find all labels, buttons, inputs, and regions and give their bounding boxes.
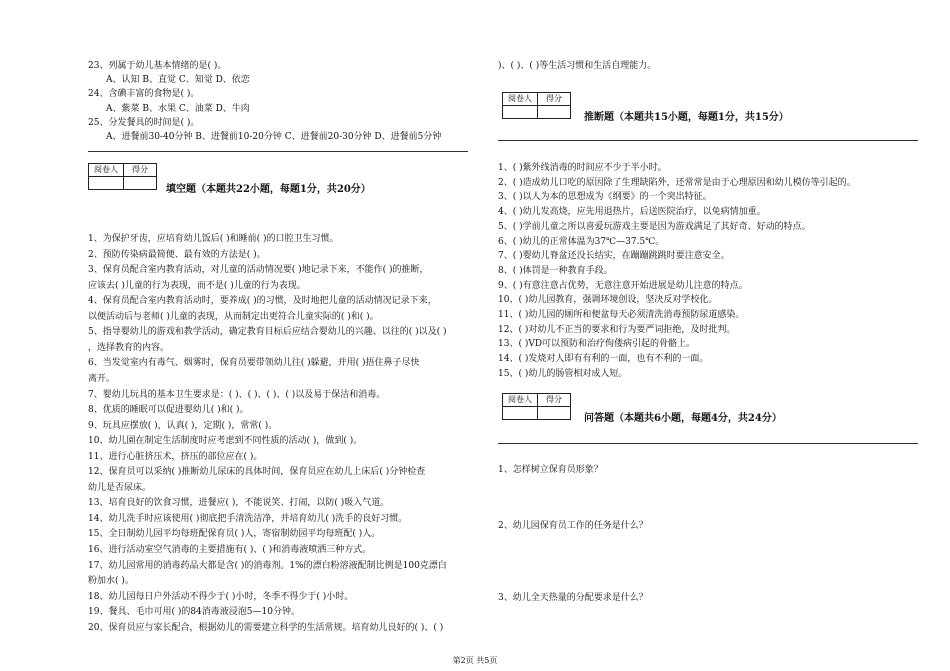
- question-line: 25、分发餐具的时间是( )。: [88, 117, 200, 128]
- judge-question-line: 9、( )有意注意占优势，无意注意开始进展是幼儿注意的特点。: [498, 280, 748, 291]
- score-cell: [538, 106, 570, 118]
- judge-question-line: 7、( )婴幼儿脊盆还没长结实，在蹦蹦跳跳时要注意安全。: [498, 251, 730, 262]
- fill-question-line: 14、幼儿洗手时应该使用( )彻底把手清洗洁净，并培育幼儿( )洗手的良好习惯。: [88, 513, 408, 524]
- question-line: A、认知 B、直觉 C、知觉 D、依恋: [106, 75, 250, 86]
- fill-question-line: 16、进行活动室空气消毒的主要措施有( )、( )和消毒液喷洒三种方式。: [88, 545, 372, 555]
- score-label: 得分: [546, 94, 562, 103]
- judge-question-line: 2、( )造成幼儿口吃的原因除了生理缺陷外，还常常是由于心理原因和幼儿模仿等引起的。: [498, 177, 856, 188]
- fill-question-line: 18、幼儿园每日户外活动不得少于( )小时，冬季不得少于( )小时。: [88, 591, 354, 602]
- question-line: A、紫菜 B、水果 C、油菜 D、牛肉: [106, 103, 250, 114]
- judge-question-line: 13、( )VD可以预防和治疗佝偻病引起的骨骼上。: [498, 339, 696, 350]
- judge-question-line: 12、( )对幼儿不正当的要求和行为要严词拒绝，及时批判。: [498, 324, 736, 335]
- qa-question-line: 1、怎样树立保育员形象？: [498, 465, 603, 475]
- judge-question-line: 5、( )学前儿童之所以喜爱玩游戏主要是因为游戏满足了其好奇、好动的特点。: [498, 221, 811, 232]
- fill-question-line: 4、保育员配合室内教育活动时，要养成( )的习惯，及时地把儿童的活动情况记录下来，: [88, 296, 437, 307]
- score-label: 得分: [132, 165, 148, 174]
- judge-section-title: 推断题（本题共15小题，每题1分，共15分）: [584, 112, 789, 123]
- question-line: A、进餐前30-40分钟 B、进餐前10-20分钟 C、进餐前20-30分钟 D、进餐前5分钟: [106, 132, 442, 142]
- fill-question-line: 10、幼儿園在制定生活制度时应考虑到不同性质的活动( )，做到( )。: [88, 436, 363, 447]
- fill-question-line: 5、指导婴幼儿的游戏和教学活动，确定教育目标后应结合婴幼儿的兴趣、以往的( )以及( ): [88, 327, 447, 338]
- fill-question-line: 应该去( )儿童的行为表现，而不是( )儿童的行为表现。: [88, 280, 306, 291]
- judge-question-line: 4、( )幼儿发高烧，应先用退热片，后送医院治疗，以免病情加重。: [498, 207, 766, 218]
- fill-question-line: 11、进行心脏挤压术，挤压的部位应在( )。: [88, 451, 263, 462]
- judge-question-line: 1、( )紫外线消毒的时间应不少于半小时。: [498, 163, 667, 173]
- qa-section-title: 问答题（本题共6小题，每题4分，共24分）: [584, 413, 782, 424]
- fill-question-line: 粉加水( )。: [88, 576, 134, 587]
- reviewer-label: 阅卷人: [503, 93, 538, 105]
- reviewer-cell: [89, 177, 124, 189]
- fill-question-line: 6、当发觉室内有毒气、烟雾时，保育员要带领幼儿往( )躲避，并用( )捂住鼻子尽快: [88, 358, 420, 369]
- score-cell: [124, 177, 156, 189]
- score-label: 得分: [546, 395, 562, 404]
- judge-question-line: 11、( )幼儿园的厕所和便盆每天必须清洗消毒预防尿道感染。: [498, 310, 745, 320]
- section-divider: [498, 443, 918, 444]
- reviewer-label: 阅卷人: [89, 164, 124, 176]
- fill-question-line: 19、餐具、毛巾可用( )的84消毒液浸泡5—10分钟。: [88, 607, 300, 618]
- page-number: 第2页 共5页: [452, 656, 498, 665]
- judge-question-line: 14、( )发烧对人即有有利的一面，也有不利的一面。: [498, 354, 709, 365]
- section-divider: [88, 151, 468, 152]
- fill-question-line: ，选择教育的内容。: [88, 342, 170, 353]
- judge-question-line: 6、( )幼儿的正常体温为37℃—37.5℃。: [498, 236, 665, 247]
- judge-question-line: 8、( )体罚是一种教育手段。: [498, 265, 613, 276]
- fill-question-line: 7、婴幼儿玩具的基本卫生要求是：( )、( )、( )、( )以及易于保洁和消毒。: [88, 389, 386, 400]
- judge-question-line: 15、( )幼儿的肠管相对成人短。: [498, 368, 628, 379]
- reviewer-cell: [503, 407, 538, 419]
- reviewer-cell: [503, 106, 538, 118]
- question-line: 23、列属于幼儿基本情绪的是( )。: [88, 61, 227, 71]
- qa-question-line: 3、幼儿全天热量的分配要求是什么？: [498, 593, 648, 603]
- fill-question-line: 20、保育员应与家长配合，根据幼儿的需要建立科学的生活常规。培育幼儿良好的( )、( ): [88, 622, 444, 633]
- fill-question-line: 8、优质的睡眠可以促进婴幼儿( )和( )。: [88, 405, 249, 416]
- score-box: [502, 393, 571, 420]
- judge-question-line: 3、( )以人为本的思想成为《纲要》的一个突出特征。: [498, 192, 712, 203]
- fill-section-title: 填空题（本题共22小题，每题1分，共20分）: [166, 184, 371, 195]
- judge-question-line: 10、( )幼儿园教育，强调环境创设，坚决反对学校化。: [498, 295, 718, 306]
- fill-question-line: 12、保育员可以采纳( )推断幼儿尿床的具体时间，保育员应在幼儿上床后( )分钟检查: [88, 467, 426, 478]
- fill-question-line: 15、全日制幼儿园平均每班配保育员( )人，寄宿制幼园平均每班配( )人。: [88, 529, 381, 540]
- fill-question-line: 以便活动后与老师( )儿童的表现，从而制定出更符合儿童实际的( )和( )。: [88, 311, 379, 322]
- fill-question-line: 9、玩具应摆放( )，认真( )，定期( )，常常( )。: [88, 420, 278, 431]
- score-box: [88, 163, 157, 190]
- score-cell: [538, 407, 570, 419]
- qa-question-line: 2、幼儿园保育员工作的任务是什么？: [498, 521, 648, 531]
- reviewer-label: 阅卷人: [503, 394, 538, 406]
- score-box: [502, 92, 571, 119]
- fill-question-line: 1、为保护牙齿，应培育幼儿饭后( )和睡前( )的口腔卫生习惯。: [88, 234, 339, 244]
- fill-question-line: 幼儿是否尿床。: [88, 482, 152, 493]
- fill-question-line: 13、培育良好的饮食习惯，进餐应( )，不能说笑、打闹，以防( )吸入气道。: [88, 498, 390, 509]
- continued-line: )、( )、( )等生活习惯和生活自理能力。: [498, 61, 657, 71]
- section-divider: [498, 140, 918, 141]
- fill-question-line: 2、预防传染病最简便、最有效的方法是( )。: [88, 249, 266, 260]
- fill-question-line: 离开。: [88, 373, 116, 384]
- fill-question-line: 3、保育员配合室内教育活动，对儿童的活动情况要( )地记录下来，不能作( )的推断，: [88, 265, 429, 276]
- question-line: 24、含碘丰富的食物是( )。: [88, 89, 200, 100]
- fill-question-line: 17、幼儿园常用的消毒药品大都是含( )的消毒剂。1%的漂白粉溶液配制比例是100克漂白: [88, 560, 447, 571]
